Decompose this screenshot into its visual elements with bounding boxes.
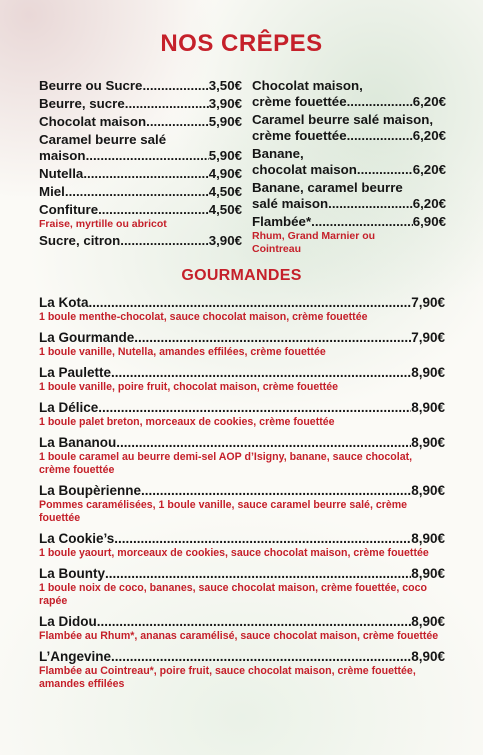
- menu-item: [39, 184, 242, 200]
- item-price: 7,90€: [411, 295, 445, 310]
- dot-leader: [328, 196, 413, 212]
- dot-leader: [111, 648, 411, 665]
- dot-leader: [142, 78, 208, 94]
- item-name: L’Angevine: [39, 649, 112, 664]
- item-name: salé maison: [252, 196, 329, 211]
- item-name: La Boupèrienne: [39, 483, 142, 498]
- list-item: [39, 294, 445, 324]
- item-name: crème fouettée: [252, 128, 347, 143]
- item-description: 1 boule noix de coco, bananes, sauce chocolat maison, crème fouettée, coco rapée: [39, 582, 427, 607]
- dot-leader: [347, 128, 413, 144]
- list-item: [39, 482, 445, 525]
- item-name: maison: [39, 148, 86, 163]
- item-name: Beurre, sucre: [39, 96, 125, 111]
- dot-leader: [98, 399, 411, 416]
- item-price: 3,90€: [208, 96, 242, 111]
- item-description: Pommes caramélisées, 1 boule vanille, sauce caramel beurre salé, crème fouettée: [39, 499, 408, 524]
- item-name: Confiture: [39, 202, 99, 217]
- item-name: La Gourmande: [39, 330, 135, 345]
- dot-leader: [134, 329, 411, 346]
- item-price: 8,90€: [411, 400, 445, 415]
- item-name: Miel: [39, 184, 65, 199]
- dot-leader: [105, 565, 411, 582]
- item-price: 8,90€: [411, 483, 445, 498]
- list-item: [39, 434, 445, 477]
- item-price: 4,90€: [208, 166, 242, 181]
- menu-item: [39, 202, 242, 231]
- item-price: 7,90€: [411, 330, 445, 345]
- item-name-line1: Caramel beurre salé maison,: [252, 112, 434, 127]
- item-name: chocolat maison: [252, 162, 357, 177]
- item-description: Flambée au Cointreau*, poire fruit, sauce chocolat maison, crème fouettée, amandes effilées: [39, 665, 416, 690]
- menu-item: [39, 78, 242, 94]
- dot-leader: [111, 364, 411, 381]
- list-item: [39, 329, 445, 359]
- dot-leader: [141, 482, 411, 499]
- item-name: La Bananou: [39, 435, 117, 450]
- section-title: GOURMANDES: [181, 267, 302, 284]
- menu-item: [39, 233, 242, 249]
- item-note: Fraise, myrtille ou abricot: [39, 218, 167, 230]
- dot-leader: [120, 233, 208, 249]
- item-name-line1: Banane, caramel beurre: [252, 180, 403, 195]
- item-description: 1 boule menthe-chocolat, sauce chocolat maison, crème fouettée: [39, 311, 368, 323]
- item-price: 8,90€: [411, 531, 445, 546]
- list-item: [39, 613, 445, 643]
- menu-item: [39, 132, 242, 164]
- item-name: La Cookie’s: [39, 531, 115, 546]
- item-price: 3,50€: [208, 78, 242, 93]
- list-item: [39, 364, 445, 394]
- item-name: Chocolat maison: [39, 114, 147, 129]
- item-name: Flambée*: [252, 214, 312, 229]
- item-description: 1 boule vanille, poire fruit, chocolat maison, crème fouettée: [39, 381, 339, 393]
- item-name: La Délice: [39, 400, 99, 415]
- item-name-line1: Banane,: [252, 146, 304, 161]
- item-price: 6,20€: [412, 94, 446, 109]
- item-note: Rhum, Grand Marnier ou Cointreau: [252, 230, 376, 255]
- dot-leader: [311, 214, 413, 230]
- item-price: 8,90€: [411, 365, 445, 380]
- dot-leader: [125, 96, 209, 112]
- dot-leader: [347, 94, 413, 110]
- dot-leader: [89, 294, 412, 311]
- item-price: 6,20€: [412, 162, 446, 177]
- gourmandes-list: [39, 294, 445, 696]
- item-price: 8,90€: [411, 435, 445, 450]
- menu-item: [252, 214, 446, 256]
- list-item: [39, 530, 445, 560]
- item-description: 1 boule yaourt, morceaux de cookies, sauce chocolat maison, crème fouettée: [39, 547, 429, 559]
- item-description: Flambée au Rhum*, ananas caramélisé, sauce chocolat maison, crème fouettée: [39, 630, 439, 642]
- list-item: [39, 399, 445, 429]
- item-price: 6,20€: [412, 196, 446, 211]
- dot-leader: [65, 184, 209, 200]
- menu-item: [252, 112, 446, 144]
- dot-leader: [357, 162, 413, 178]
- item-name-line1: Caramel beurre salé: [39, 132, 167, 147]
- item-description: 1 boule vanille, Nutella, amandes effilées, crème fouettée: [39, 346, 326, 358]
- item-price: 3,90€: [208, 233, 242, 248]
- item-name: Nutella: [39, 166, 84, 181]
- right-column: [252, 78, 446, 258]
- left-column: [39, 78, 242, 251]
- dot-leader: [116, 434, 411, 451]
- item-name: La Paulette: [39, 365, 112, 380]
- list-item: [39, 648, 445, 691]
- dot-leader: [114, 530, 411, 547]
- page-title: NOS CRÊPES: [160, 30, 323, 57]
- item-name: La Didou: [39, 614, 97, 629]
- dot-leader: [86, 148, 209, 164]
- item-price: 6,90€: [412, 214, 446, 229]
- item-name: Beurre ou Sucre: [39, 78, 143, 93]
- item-price: 5,90€: [208, 148, 242, 163]
- item-price: 4,50€: [208, 184, 242, 199]
- item-price: 5,90€: [208, 114, 242, 129]
- menu-item: [39, 114, 242, 130]
- item-name: Sucre, citron: [39, 233, 121, 248]
- dot-leader: [97, 613, 411, 630]
- dot-leader: [83, 166, 208, 182]
- menu-item: [252, 180, 446, 212]
- item-price: 8,90€: [411, 614, 445, 629]
- dot-leader: [98, 202, 209, 218]
- item-name: La Kota: [39, 295, 89, 310]
- menu-item: [252, 78, 446, 110]
- item-price: 8,90€: [411, 566, 445, 581]
- menu-item: [39, 166, 242, 182]
- item-description: 1 boule palet breton, morceaux de cookies, crème fouettée: [39, 416, 335, 428]
- menu-item: [252, 146, 446, 178]
- item-price: 8,90€: [411, 649, 445, 664]
- menu-item: [39, 96, 242, 112]
- item-price: 4,50€: [208, 202, 242, 217]
- item-name: La Bounty: [39, 566, 105, 581]
- item-name: crème fouettée: [252, 94, 347, 109]
- item-price: 6,20€: [412, 128, 446, 143]
- item-name-line1: Chocolat maison,: [252, 78, 363, 93]
- item-description: 1 boule caramel au beurre demi-sel AOP d’Isigny, banane, sauce chocolat, crème fouettée: [39, 451, 413, 476]
- list-item: [39, 565, 445, 608]
- dot-leader: [146, 114, 209, 130]
